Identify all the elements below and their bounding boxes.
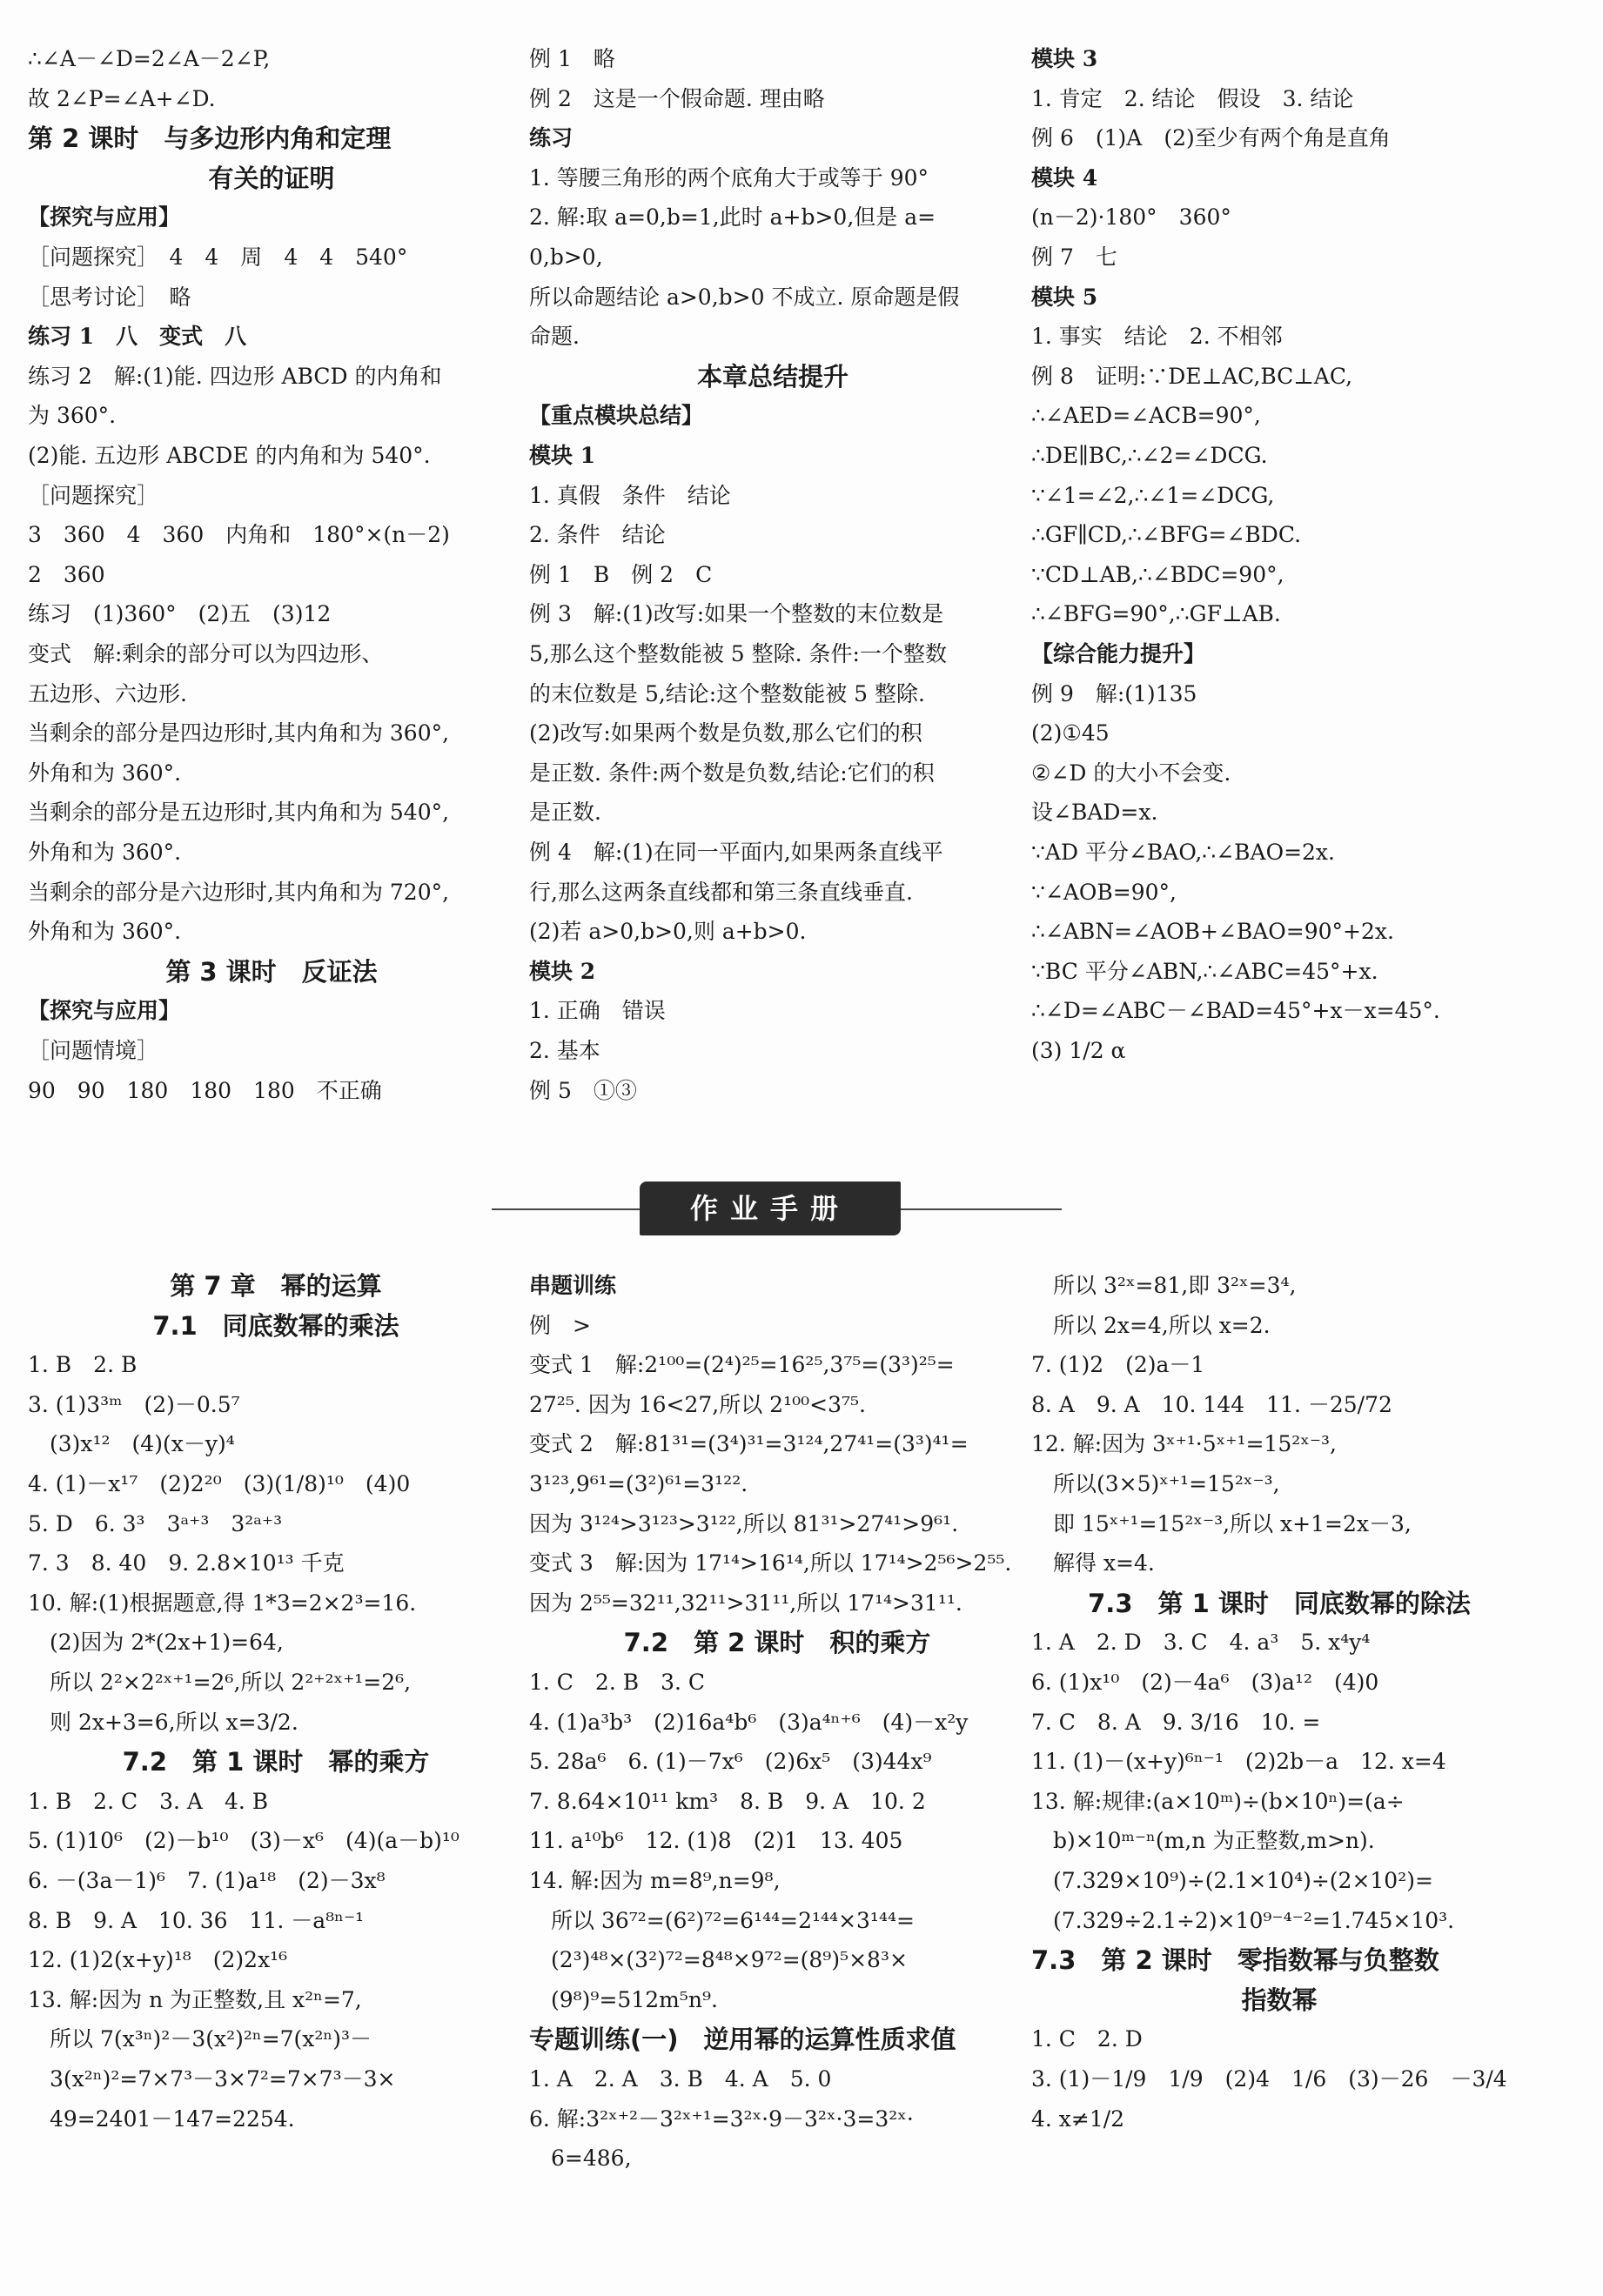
answer-line: 1. 等腰三角形的两个底角大于或等于 90° bbox=[529, 164, 929, 191]
answer-line: ［问题情境］ bbox=[28, 1038, 159, 1063]
answer-line: ②∠D 的大小不会变. bbox=[1031, 760, 1231, 786]
answer-line: (2³)⁴⁸×(3²)⁷²=8⁴⁸×9⁷²=(8⁹)⁵×8³× bbox=[529, 1947, 908, 1973]
answer-line: ∴∠ABN=∠AOB+∠BAO=90°+2x. bbox=[1031, 919, 1394, 945]
answer-line: 变式 3 解:因为 17¹⁴>16¹⁴,所以 17¹⁴>2⁵⁶>2⁵⁵. bbox=[529, 1550, 1012, 1576]
answer-line: 8. B 9. A 10. 36 11. －a⁸ⁿ⁻¹ bbox=[28, 1907, 365, 1933]
answer-line: 7. C 8. A 9. 3/16 10. = bbox=[1031, 1709, 1321, 1735]
answer-line: 当剩余的部分是六边形时,其内角和为 720°, bbox=[28, 879, 450, 905]
answer-line: 1. 真假 条件 结论 bbox=[529, 482, 731, 508]
answer-line: 五边形、六边形. bbox=[28, 680, 187, 706]
banner-rule-right bbox=[901, 1208, 1062, 1210]
answer-line: 7. (1)2 (2)a－1 bbox=[1031, 1352, 1205, 1378]
answer-line: 所以 2²×2²ˣ⁺¹=2⁶,所以 2²⁺²ˣ⁺¹=2⁶, bbox=[28, 1670, 412, 1695]
answer-line: (3)x¹² (4)(x－y)⁴ bbox=[28, 1431, 235, 1457]
answer-line: 2 360 bbox=[28, 561, 105, 587]
answer-line: 所以 7(x³ⁿ)²－3(x²)²ⁿ=7(x²ⁿ)³－ bbox=[28, 2026, 372, 2052]
answer-line: 4. (1)－x¹⁷ (2)2²⁰ (3)(1/8)¹⁰ (4)0 bbox=[28, 1471, 411, 1496]
answer-line: 所以 3²ˣ=81,即 3²ˣ=3⁴, bbox=[1031, 1273, 1297, 1298]
section-banner: 作业手册 bbox=[640, 1181, 901, 1235]
answer-line: ∵BC 平分∠ABN,∴∠ABC=45°+x. bbox=[1031, 958, 1378, 984]
answer-line: (3) 1/2 α bbox=[1031, 1038, 1126, 1063]
section-title: 第 2 课时 与多边形内角和定理 bbox=[28, 124, 392, 154]
answer-line: ∴∠AED=∠ACB=90°, bbox=[1031, 403, 1261, 429]
answer-line: 所以命题结论 a>0,b>0 不成立. 原命题是假 bbox=[529, 284, 960, 310]
answer-line: 2. 条件 结论 bbox=[529, 522, 666, 548]
answer-line: 例 7 七 bbox=[1031, 244, 1117, 270]
answer-line: 外角和为 360°. bbox=[28, 840, 182, 865]
answer-line: 3 360 4 360 内角和 180°×(n－2) bbox=[28, 522, 450, 548]
answer-line: 所以(3×5)ˣ⁺¹=15²ˣ⁻³, bbox=[1031, 1471, 1280, 1496]
answer-line: 1. 正确 错误 bbox=[529, 998, 666, 1024]
answer-line: 49=2401－147=2254. bbox=[28, 2105, 295, 2132]
answer-line: 3. (1)－1/9 1/9 (2)4 1/6 (3)－26 －3/4 bbox=[1031, 2066, 1507, 2092]
section-title: 第 3 课时 反证法 bbox=[165, 956, 378, 987]
answer-line: 27²⁵. 因为 16<27,所以 2¹⁰⁰<3⁷⁵. bbox=[529, 1391, 866, 1417]
section-label: 串题训练 bbox=[529, 1273, 617, 1298]
section-title: 7.1 同底数幂的乘法 bbox=[152, 1310, 399, 1341]
answer-line: 1. 事实 结论 2. 不相邻 bbox=[1031, 324, 1283, 350]
answer-line: 即 15ˣ⁺¹=15²ˣ⁻³,所以 x+1=2x－3, bbox=[1031, 1510, 1412, 1536]
answer-line: 6. －(3a－1)⁶ 7. (1)a¹⁸ (2)－3x⁸ bbox=[28, 1868, 386, 1893]
section-label: 练习 bbox=[529, 125, 573, 151]
answer-line: 14. 解:因为 m=8⁹,n=9⁸, bbox=[529, 1868, 781, 1893]
answer-line: 90 90 180 180 180 不正确 bbox=[28, 1077, 382, 1103]
answer-line: ∴∠BFG=90°,∴GF⊥AB. bbox=[1031, 601, 1281, 627]
answer-line: 10. 解:(1)根据题意,得 1*3=2×2³=16. bbox=[28, 1590, 417, 1616]
answer-line: 解得 x=4. bbox=[1031, 1550, 1155, 1576]
answer-line: 1. B 2. C 3. A 4. B bbox=[28, 1788, 269, 1814]
answer-line: 例 6 (1)A (2)至少有两个角是直角 bbox=[1031, 125, 1391, 151]
section-title: 有关的证明 bbox=[208, 163, 335, 193]
answer-line: 为 360°. bbox=[28, 403, 117, 429]
answer-line: 8. A 9. A 10. 144 11. －25/72 bbox=[1031, 1391, 1392, 1417]
answer-line: 例 1 B 例 2 C bbox=[529, 561, 713, 587]
banner-rule-left bbox=[492, 1208, 640, 1210]
answer-line: ∴DE∥BC,∴∠2=∠DCG. bbox=[1031, 443, 1268, 468]
answer-line: ∴∠A－∠D=2∠A－2∠P, bbox=[28, 46, 271, 71]
answer-line: ∴GF∥CD,∴∠BFG=∠BDC. bbox=[1031, 522, 1302, 548]
answer-line: (2)能. 五边形 ABCDE 的内角和为 540°. bbox=[28, 443, 431, 468]
answer-line: 2. 解:取 a=0,b=1,此时 a+b>0,但是 a= bbox=[529, 204, 936, 231]
answer-line: ［问题探究］ 4 4 周 4 4 540° bbox=[28, 244, 408, 270]
answer-line: 3. (1)3³ᵐ (2)－0.5⁷ bbox=[28, 1391, 240, 1417]
answer-line: 命题. bbox=[529, 324, 580, 350]
section-label: 【综合能力提升】 bbox=[1031, 641, 1206, 666]
section-title: 专题训练(一) 逆用幂的运算性质求值 bbox=[529, 2025, 956, 2055]
answer-line: (9⁸)⁹=512m⁵n⁹. bbox=[529, 1986, 718, 2012]
answer-line: 例 > bbox=[529, 1312, 591, 1338]
answer-line: 行,那么这两条直线都和第三条直线垂直. bbox=[529, 879, 913, 905]
answer-line: ∵CD⊥AB,∴∠BDC=90°, bbox=[1031, 561, 1284, 587]
answer-line: 练习 (1)360° (2)五 (3)12 bbox=[28, 601, 332, 627]
section-label: 模块 3 bbox=[1031, 46, 1098, 71]
answer-line: ∵∠AOB=90°, bbox=[1031, 879, 1177, 905]
answer-line: 例 5 ①③ bbox=[529, 1077, 637, 1103]
answer-line: 因为 2⁵⁵=32¹¹,32¹¹>31¹¹,所以 17¹⁴>31¹¹. bbox=[529, 1590, 962, 1616]
answer-line: ∵∠1=∠2,∴∠1=∠DCG, bbox=[1031, 482, 1275, 508]
answer-line: 变式 解:剩余的部分可以为四边形、 bbox=[28, 641, 384, 666]
answer-line: 所以 36⁷²=(6²)⁷²=6¹⁴⁴=2¹⁴⁴×3¹⁴⁴= bbox=[529, 1907, 915, 1933]
answer-line: 故 2∠P=∠A+∠D. bbox=[28, 85, 216, 111]
answer-line: 7. 8.64×10¹¹ km³ 8. B 9. A 10. 2 bbox=[529, 1788, 926, 1814]
answer-line: 设∠BAD=x. bbox=[1031, 800, 1158, 826]
answer-line: 11. a¹⁰b⁶ 12. (1)8 (2)1 13. 405 bbox=[529, 1828, 903, 1854]
section-title: 第 7 章 幂的运算 bbox=[170, 1271, 382, 1301]
section-label: 模块 2 bbox=[529, 958, 596, 984]
answer-line: 6=486, bbox=[529, 2145, 632, 2172]
answer-line: 6. (1)x¹⁰ (2)－4a⁶ (3)a¹² (4)0 bbox=[1031, 1670, 1379, 1695]
answer-line: ［思考讨论］ 略 bbox=[28, 284, 191, 310]
answer-line: 当剩余的部分是五边形时,其内角和为 540°, bbox=[28, 800, 450, 826]
answer-line: 2. 基本 bbox=[529, 1038, 600, 1063]
answer-line: (2)因为 2*(2x+1)=64, bbox=[28, 1630, 284, 1656]
answer-line: 12. 解:因为 3ˣ⁺¹·5ˣ⁺¹=15²ˣ⁻³, bbox=[1031, 1431, 1338, 1457]
answer-line: (2)若 a>0,b>0,则 a+b>0. bbox=[529, 919, 807, 945]
answer-line: 12. (1)2(x+y)¹⁸ (2)2x¹⁶ bbox=[28, 1947, 288, 1973]
answer-line: 13. 解:因为 n 为正整数,且 x²ⁿ=7, bbox=[28, 1986, 362, 2012]
answer-line: ［问题探究］ bbox=[28, 482, 159, 508]
answer-line: 是正数. 条件:两个数是负数,结论:它们的积 bbox=[529, 760, 935, 786]
answer-line: 13. 解:规律:(a×10ᵐ)÷(b×10ⁿ)=(a÷ bbox=[1031, 1788, 1405, 1814]
answer-line: 的末位数是 5,结论:这个整数能被 5 整除. bbox=[529, 680, 925, 706]
answer-line: (2)①45 bbox=[1031, 720, 1110, 746]
section-title: 7.2 第 1 课时 幂的乘方 bbox=[122, 1747, 430, 1777]
answer-line: 1. B 2. B bbox=[28, 1352, 137, 1378]
answer-line: 所以 2x=4,所以 x=2. bbox=[1031, 1312, 1271, 1338]
section-title: 7.3 第 2 课时 零指数幂与负整数 bbox=[1031, 1945, 1439, 1976]
answer-line: 5. 28a⁶ 6. (1)－7x⁶ (2)6x⁵ (3)44x⁹ bbox=[529, 1749, 932, 1775]
answer-line: 例 8 证明:∵DE⊥AC,BC⊥AC, bbox=[1031, 363, 1353, 389]
section-label: 练习 1 八 变式 八 bbox=[28, 324, 247, 350]
answer-line: 5. D 6. 3³ 3ᵃ⁺³ 3²ᵃ⁺³ bbox=[28, 1510, 283, 1536]
answer-line: 是正数. bbox=[529, 800, 601, 826]
answer-line: 1. A 2. A 3. B 4. A 5. 0 bbox=[529, 2066, 832, 2092]
answer-line: (7.329÷2.1÷2)×10⁹⁻⁴⁻²=1.745×10³. bbox=[1031, 1907, 1455, 1933]
answer-line: 4. (1)a³b³ (2)16a⁴b⁶ (3)a⁴ⁿ⁺⁶ (4)－x²y bbox=[529, 1709, 969, 1735]
answer-line: 1. A 2. D 3. C 4. a³ 5. x⁴y⁴ bbox=[1031, 1630, 1371, 1656]
section-label: 【重点模块总结】 bbox=[529, 403, 704, 429]
section-title: 7.2 第 2 课时 积的乘方 bbox=[623, 1628, 931, 1658]
answer-line: 1. C 2. B 3. C bbox=[529, 1670, 706, 1695]
answer-line: 外角和为 360°. bbox=[28, 760, 182, 786]
answer-line: 7. 3 8. 40 9. 2.8×10¹³ 千克 bbox=[28, 1550, 345, 1576]
answer-line: b)×10ᵐ⁻ⁿ(m,n 为正整数,m>n). bbox=[1031, 1828, 1375, 1854]
answer-line: ∵AD 平分∠BAO,∴∠BAO=2x. bbox=[1031, 840, 1335, 865]
answer-line: (n－2)·180° 360° bbox=[1031, 204, 1231, 231]
answer-line: 11. (1)－(x+y)⁶ⁿ⁻¹ (2)2b－a 12. x=4 bbox=[1031, 1749, 1446, 1775]
answer-line: 变式 1 解:2¹⁰⁰=(2⁴)²⁵=16²⁵,3⁷⁵=(3³)²⁵= bbox=[529, 1352, 955, 1378]
answer-line: 例 2 这是一个假命题. 理由略 bbox=[529, 85, 825, 111]
answer-line: 变式 2 解:81³¹=(3⁴)³¹=3¹²⁴,27⁴¹=(3³)⁴¹= bbox=[529, 1431, 969, 1457]
section-title: 本章总结提升 bbox=[696, 361, 848, 392]
answer-line: 则 2x+3=6,所以 x=3/2. bbox=[28, 1709, 298, 1735]
answer-line: (7.329×10⁹)÷(2.1×10⁴)÷(2×10²)= bbox=[1031, 1868, 1433, 1893]
answer-line: 5. (1)10⁶ (2)－b¹⁰ (3)－x⁶ (4)(a－b)¹⁰ bbox=[28, 1828, 459, 1854]
answer-line: 练习 2 解:(1)能. 四边形 ABCD 的内角和 bbox=[28, 363, 442, 389]
section-label: 模块 4 bbox=[1031, 164, 1098, 191]
answer-line: 5,那么这个整数能被 5 整除. 条件:一个整数 bbox=[529, 641, 947, 666]
answer-line: 例 3 解:(1)改写:如果一个整数的末位数是 bbox=[529, 601, 944, 627]
section-label: 【探究与应用】 bbox=[28, 204, 181, 231]
answer-line: 外角和为 360°. bbox=[28, 919, 182, 945]
answer-line: 例 4 解:(1)在同一平面内,如果两条直线平 bbox=[529, 840, 943, 865]
answer-line: 4. x≠1/2 bbox=[1031, 2105, 1125, 2132]
section-label: 模块 1 bbox=[529, 443, 596, 468]
answer-line: 3(x²ⁿ)²=7×7³－3×7²=7×7³－3× bbox=[28, 2066, 396, 2092]
answer-line: ∴∠D=∠ABC－∠BAD=45°+x－x=45°. bbox=[1031, 998, 1440, 1024]
answer-line: 3¹²³,9⁶¹=(3²)⁶¹=3¹²². bbox=[529, 1471, 748, 1496]
answer-line: 1. C 2. D bbox=[1031, 2026, 1143, 2052]
section-title: 7.3 第 1 课时 同底数幂的除法 bbox=[1088, 1588, 1471, 1618]
section-label: 【探究与应用】 bbox=[28, 998, 181, 1024]
answer-line: 例 1 略 bbox=[529, 46, 615, 71]
section-label: 模块 5 bbox=[1031, 284, 1098, 310]
answer-line: 因为 3¹²⁴>3¹²³>3¹²²,所以 81³¹>27⁴¹>9⁶¹. bbox=[529, 1510, 959, 1536]
answer-line: 当剩余的部分是四边形时,其内角和为 360°, bbox=[28, 720, 450, 746]
answer-line: 6. 解:3²ˣ⁺²－3²ˣ⁺¹=3²ˣ·9－3²ˣ·3=3²ˣ· bbox=[529, 2105, 914, 2132]
answer-line: 例 9 解:(1)135 bbox=[1031, 680, 1197, 706]
answer-line: 1. 肯定 2. 结论 假设 3. 结论 bbox=[1031, 85, 1354, 111]
section-title: 指数幂 bbox=[1241, 1985, 1318, 2015]
answer-line: 0,b>0, bbox=[529, 244, 603, 270]
answer-line: (2)改写:如果两个数是负数,那么它们的积 bbox=[529, 720, 922, 746]
